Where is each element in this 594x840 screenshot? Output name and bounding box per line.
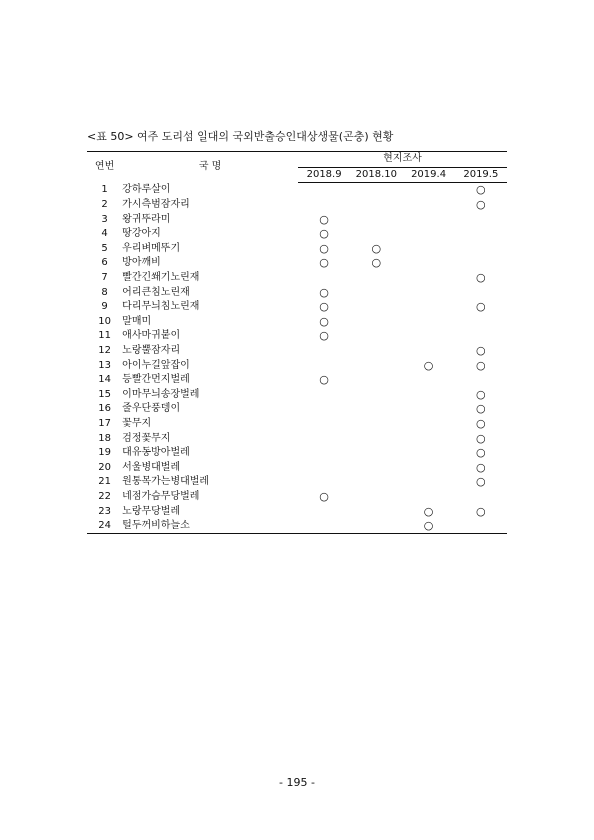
survey-table (87, 151, 507, 534)
species-name: 노랑뿔잠자리 (122, 345, 181, 357)
survey-mark-cell (402, 388, 454, 403)
survey-mark-cell (402, 358, 454, 373)
survey-mark-cell (402, 417, 454, 432)
survey-mark-cell (298, 315, 350, 330)
table-row (87, 212, 507, 227)
survey-mark-cell (350, 446, 402, 461)
survey-mark-cell (350, 212, 402, 227)
survey-mark-cell (350, 315, 402, 330)
survey-mark-cell (455, 431, 507, 446)
survey-mark-cell (455, 446, 507, 461)
row-number: 2 (101, 199, 108, 211)
table-body (87, 183, 507, 534)
survey-mark-cell (298, 300, 350, 315)
circle-mark-icon: ○ (476, 475, 486, 489)
species-name: 털두꺼비하늘소 (122, 519, 298, 534)
survey-mark-cell (402, 212, 454, 227)
row-number: 20 (98, 461, 111, 473)
survey-mark-cell (455, 490, 507, 505)
survey-mark-cell (350, 475, 402, 490)
row-number: 12 (98, 345, 111, 357)
circle-mark-icon: ○ (476, 183, 486, 197)
survey-mark-cell (350, 519, 402, 534)
circle-mark-icon: ○ (423, 358, 434, 372)
species-name: 강하루살이 (122, 184, 171, 196)
survey-mark-cell (350, 358, 402, 373)
species-name: 말매미 (122, 315, 152, 327)
table-row (87, 504, 507, 519)
survey-mark-cell (350, 242, 402, 257)
survey-mark-cell (455, 388, 507, 403)
table-header-row (87, 152, 507, 168)
survey-mark-cell (402, 490, 454, 505)
survey-mark-cell (298, 490, 350, 505)
survey-mark-cell (298, 446, 350, 461)
row-number: 9 (101, 301, 108, 313)
survey-mark-cell (455, 256, 507, 271)
row-number: 8 (101, 286, 108, 298)
survey-mark-cell (455, 373, 507, 388)
survey-mark-cell (455, 460, 507, 475)
survey-mark-cell (455, 183, 507, 198)
survey-mark-cell (298, 431, 350, 446)
survey-mark-cell (402, 344, 454, 359)
species-name: 꽃무지 (122, 417, 152, 429)
table-row (87, 388, 507, 403)
survey-mark-cell (350, 431, 402, 446)
circle-mark-icon: ○ (319, 329, 329, 343)
circle-mark-icon: ○ (319, 256, 329, 270)
survey-mark-cell (298, 256, 350, 271)
survey-mark-cell (402, 519, 454, 534)
survey-mark-cell (455, 344, 507, 359)
survey-mark-cell (455, 227, 507, 242)
column-header-date: 2018.10 (350, 167, 402, 183)
survey-mark-cell (350, 388, 402, 403)
circle-mark-icon: ○ (476, 504, 486, 518)
survey-mark-cell (298, 417, 350, 432)
page-number: - 195 - (279, 776, 315, 789)
row-number: 21 (98, 476, 111, 488)
survey-mark-cell (402, 242, 454, 257)
survey-mark-cell (350, 344, 402, 359)
table-row (87, 490, 507, 505)
survey-mark-cell (402, 256, 454, 271)
survey-mark-cell (350, 300, 402, 315)
survey-mark-cell (298, 227, 350, 242)
survey-mark-cell (455, 475, 507, 490)
row-number: 6 (101, 257, 108, 269)
survey-mark-cell (350, 256, 402, 271)
survey-mark-cell (455, 315, 507, 330)
column-header-date: 2019.5 (455, 167, 507, 183)
circle-mark-icon: ○ (319, 212, 329, 226)
circle-mark-icon: ○ (319, 227, 329, 241)
survey-mark-cell (402, 198, 454, 213)
column-header-survey: 현지조사 (298, 152, 507, 168)
table-row (87, 227, 507, 242)
species-name: 방아깨비 (122, 257, 161, 269)
table-row (87, 358, 507, 373)
column-header-number: 연번 (87, 152, 122, 183)
row-number: 11 (98, 330, 111, 342)
circle-mark-icon: ○ (476, 446, 486, 460)
survey-mark-cell (402, 285, 454, 300)
table-row (87, 417, 507, 432)
survey-mark-cell (402, 373, 454, 388)
survey-mark-cell (402, 446, 454, 461)
survey-mark-cell (350, 460, 402, 475)
circle-mark-icon: ○ (476, 198, 486, 212)
species-name: 네점가슴무당벌레 (122, 490, 200, 502)
circle-mark-icon: ○ (476, 431, 486, 445)
survey-mark-cell (455, 285, 507, 300)
species-name: 원통목가는병대벌레 (122, 476, 210, 488)
circle-mark-icon: ○ (319, 373, 329, 387)
circle-mark-icon: ○ (319, 489, 329, 503)
survey-mark-cell (402, 475, 454, 490)
table-row (87, 446, 507, 461)
species-name: 서울병대벌레 (122, 461, 181, 473)
survey-mark-cell (350, 285, 402, 300)
row-number: 22 (98, 490, 111, 502)
survey-mark-cell (402, 329, 454, 344)
circle-mark-icon: ○ (423, 519, 434, 533)
species-name: 다리무늬침노린재 (122, 301, 200, 313)
survey-mark-cell (298, 285, 350, 300)
circle-mark-icon: ○ (423, 504, 434, 518)
survey-mark-cell (350, 183, 402, 198)
survey-mark-cell (350, 402, 402, 417)
survey-mark-cell (350, 417, 402, 432)
table-row (87, 519, 507, 534)
survey-mark-cell (298, 388, 350, 403)
species-name: 아이누길앞잡이 (122, 359, 190, 371)
circle-mark-icon: ○ (319, 300, 329, 314)
survey-mark-cell (402, 504, 454, 519)
circle-mark-icon: ○ (319, 241, 329, 255)
species-name: 줄우단풍뎅이 (122, 403, 181, 415)
survey-mark-cell (455, 358, 507, 373)
survey-mark-cell (455, 212, 507, 227)
species-name: 애사마귀붙이 (122, 330, 181, 342)
table-row (87, 402, 507, 417)
table-row (87, 183, 507, 198)
row-number: 7 (101, 272, 108, 284)
survey-mark-cell (298, 373, 350, 388)
circle-mark-icon: ○ (476, 358, 486, 372)
row-number: 24 (87, 519, 122, 534)
survey-mark-cell (298, 212, 350, 227)
survey-mark-cell (402, 431, 454, 446)
species-name: 검정꽃무지 (122, 432, 171, 444)
circle-mark-icon: ○ (476, 300, 486, 314)
survey-mark-cell (298, 519, 350, 534)
row-number: 3 (101, 213, 108, 225)
row-number: 13 (98, 359, 111, 371)
survey-mark-cell (455, 300, 507, 315)
survey-mark-cell (455, 271, 507, 286)
survey-mark-cell (298, 344, 350, 359)
species-name: 땅강아지 (122, 228, 161, 240)
survey-mark-cell (350, 198, 402, 213)
survey-mark-cell (350, 490, 402, 505)
survey-mark-cell (298, 402, 350, 417)
row-number: 5 (101, 242, 108, 254)
table-row (87, 256, 507, 271)
row-number: 23 (98, 505, 111, 517)
survey-mark-cell (298, 329, 350, 344)
survey-mark-cell (455, 519, 507, 534)
row-number: 18 (98, 432, 111, 444)
circle-mark-icon: ○ (319, 285, 329, 299)
survey-mark-cell (350, 329, 402, 344)
circle-mark-icon: ○ (371, 256, 382, 270)
survey-mark-cell (298, 504, 350, 519)
species-name: 왕귀뚜라미 (122, 213, 171, 225)
survey-mark-cell (298, 475, 350, 490)
circle-mark-icon: ○ (476, 460, 486, 474)
survey-mark-cell (455, 417, 507, 432)
survey-mark-cell (402, 183, 454, 198)
survey-mark-cell (298, 460, 350, 475)
survey-mark-cell (402, 227, 454, 242)
table-row (87, 271, 507, 286)
table-row (87, 242, 507, 257)
circle-mark-icon: ○ (476, 402, 486, 416)
survey-mark-cell (350, 373, 402, 388)
survey-mark-cell (350, 227, 402, 242)
survey-mark-cell (455, 504, 507, 519)
survey-mark-cell (350, 504, 402, 519)
circle-mark-icon: ○ (476, 271, 486, 285)
survey-mark-cell (455, 402, 507, 417)
species-name: 대유동방아벌레 (122, 447, 190, 459)
circle-mark-icon: ○ (319, 314, 329, 328)
row-number: 19 (98, 447, 111, 459)
column-header-name: 국 명 (122, 152, 298, 183)
circle-mark-icon: ○ (476, 416, 486, 430)
circle-mark-icon: ○ (371, 241, 382, 255)
survey-mark-cell (298, 198, 350, 213)
row-number: 10 (98, 315, 111, 327)
table-row (87, 300, 507, 315)
species-name: 이마무늬송장벌레 (122, 388, 200, 400)
row-number: 17 (98, 417, 111, 429)
survey-mark-cell (298, 242, 350, 257)
column-header-date: 2019.4 (402, 167, 454, 183)
row-number: 15 (98, 388, 111, 400)
table-row (87, 460, 507, 475)
table-caption: <표 50> 여주 도리섬 일대의 국외반출승인대상생물(곤충) 현황 (87, 130, 394, 143)
survey-mark-cell (402, 460, 454, 475)
table-row (87, 431, 507, 446)
table-row (87, 285, 507, 300)
column-header-date: 2018.9 (298, 167, 350, 183)
survey-mark-cell (402, 300, 454, 315)
row-number: 4 (101, 228, 108, 240)
survey-mark-cell (402, 271, 454, 286)
circle-mark-icon: ○ (476, 387, 486, 401)
table-row (87, 329, 507, 344)
species-name: 가시측범잠자리 (122, 199, 190, 211)
survey-mark-cell (298, 183, 350, 198)
table-row (87, 373, 507, 388)
survey-mark-cell (455, 329, 507, 344)
survey-mark-cell (402, 315, 454, 330)
species-name: 빨간긴쐐기노린재 (122, 272, 200, 284)
survey-mark-cell (298, 271, 350, 286)
survey-mark-cell (455, 198, 507, 213)
table-row (87, 475, 507, 490)
species-name: 노랑무당벌레 (122, 505, 181, 517)
row-number: 14 (98, 374, 111, 386)
row-number: 1 (101, 184, 108, 196)
table-row (87, 198, 507, 213)
circle-mark-icon: ○ (476, 344, 486, 358)
survey-mark-cell (455, 242, 507, 257)
species-name: 등빨간먼지벌레 (122, 374, 190, 386)
species-name: 우리벼메뚜기 (122, 242, 181, 254)
survey-mark-cell (350, 271, 402, 286)
survey-mark-cell (402, 402, 454, 417)
row-number: 16 (98, 403, 111, 415)
table-row (87, 315, 507, 330)
survey-mark-cell (298, 358, 350, 373)
species-name: 어리큰침노린재 (122, 286, 190, 298)
table-row (87, 344, 507, 359)
